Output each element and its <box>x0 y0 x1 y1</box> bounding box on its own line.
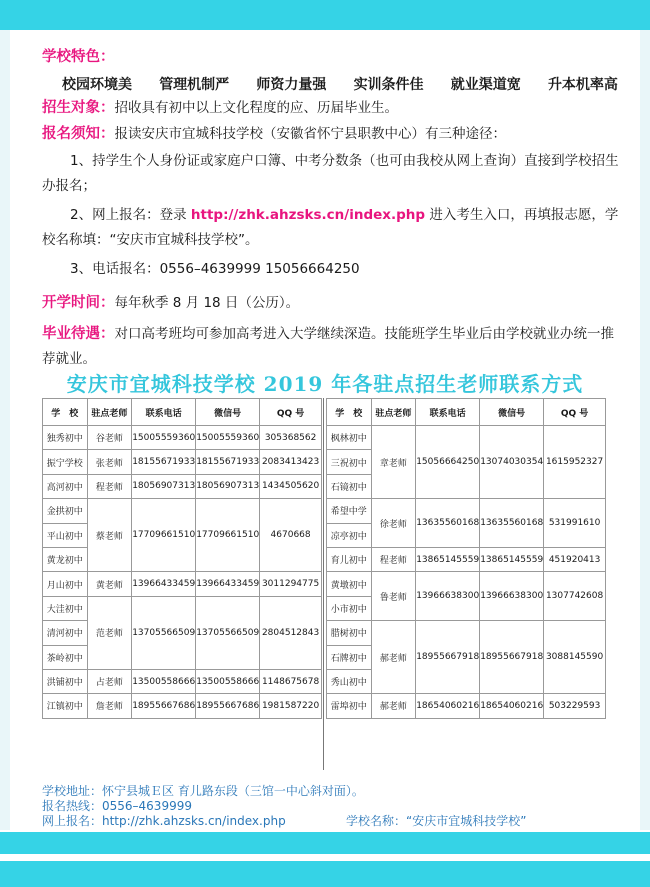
school-cell: 秀山初中 <box>327 669 372 693</box>
qq-cell: 503229593 <box>544 694 606 718</box>
top-band <box>0 0 650 30</box>
info-section <box>42 46 622 372</box>
features-label: 学校特色： <box>42 49 115 65</box>
phone-cell: 13635560168 <box>416 499 480 548</box>
wechat-cell: 13635560168 <box>480 499 544 548</box>
table-row <box>327 621 606 645</box>
table-row <box>327 499 606 523</box>
teacher-cell: 鲁老师 <box>371 572 416 621</box>
school-cell: 枫林初中 <box>327 426 372 450</box>
feature-item: 就业渠道宽 <box>450 77 521 93</box>
qq-cell: 3011294775 <box>260 572 322 596</box>
qq-cell: 2083413423 <box>260 450 322 474</box>
teacher-cell: 郝老师 <box>371 621 416 694</box>
teacher-cell: 蔡老师 <box>87 499 132 572</box>
header-wechat: 微信号 <box>196 399 260 426</box>
footer-address: 学校地址：怀宁县城Ｅ区 育儿路东段（三馆一中心斜对面）。 <box>42 784 364 798</box>
phone-cell: 13500558666 <box>132 669 196 693</box>
table-row <box>327 572 606 596</box>
teacher-cell: 詹老师 <box>87 694 132 718</box>
phone-cell: 15005559360 <box>132 426 196 450</box>
header-phone: 联系电话 <box>132 399 196 426</box>
table-row <box>43 596 322 620</box>
phone-cell: 18955667918 <box>416 621 480 694</box>
features-block <box>42 46 622 68</box>
table-row <box>327 694 606 718</box>
bottom-band <box>0 832 650 854</box>
phone-cell: 18056907313 <box>132 474 196 498</box>
teacher-cell: 范老师 <box>87 596 132 669</box>
feature-item: 升本机率高 <box>547 77 618 93</box>
header-wechat: 微信号 <box>480 399 544 426</box>
phone-cell: 13966433459 <box>132 572 196 596</box>
table-row <box>43 426 322 450</box>
qq-cell: 531991610 <box>544 499 606 548</box>
phone-cell: 18155671933 <box>132 450 196 474</box>
school-cell: 腊树初中 <box>327 621 372 645</box>
target-block <box>42 97 622 119</box>
wechat-cell: 13074030354 <box>480 426 544 499</box>
footer-row <box>42 814 622 829</box>
school-cell: 石牌初中 <box>327 645 372 669</box>
school-cell: 洪铺初中 <box>43 669 88 693</box>
phone-cell: 13865145559 <box>416 547 480 571</box>
feature-item: 实训条件佳 <box>353 77 424 93</box>
school-cell: 高河初中 <box>43 474 88 498</box>
teacher-cell: 占老师 <box>87 669 132 693</box>
features-list <box>42 74 622 94</box>
start-block <box>42 292 622 314</box>
teacher-cell: 郝老师 <box>371 694 416 718</box>
school-cell: 江镇初中 <box>43 694 88 718</box>
graduate-label: 毕业待遇： <box>42 326 115 342</box>
wechat-cell: 13705566509 <box>196 596 260 669</box>
school-cell: 雷埠初中 <box>327 694 372 718</box>
table-row <box>43 499 322 523</box>
apply-way-2 <box>42 203 622 253</box>
apply-way-1: 1、持学生个人身份证或家庭户口簿、中考分数条（也可由我校从网上查询）直接到学校招生办报名； <box>42 153 619 194</box>
school-cell: 黄龙初中 <box>43 547 88 571</box>
school-cell: 清河初中 <box>43 621 88 645</box>
graduate-block <box>42 322 622 372</box>
qq-cell: 2804512843 <box>260 596 322 669</box>
apply-way-2-suffix: 进入考生入口，再填报志愿，学校名称填：“安庆市宜城科技学校”。 <box>42 207 619 248</box>
contact-table-left <box>42 398 322 719</box>
table-header-row <box>327 399 606 426</box>
qq-cell: 1307742608 <box>544 572 606 621</box>
wechat-cell: 18654060216 <box>480 694 544 718</box>
apply-url-link[interactable]: http://zhk.ahzsks.cn/index.php <box>190 207 426 223</box>
contact-table-right <box>326 398 606 719</box>
header-teacher: 驻点老师 <box>371 399 416 426</box>
table-row <box>43 450 322 474</box>
school-cell: 三祝初中 <box>327 450 372 474</box>
header-qq: QQ 号 <box>544 399 606 426</box>
header-school: 学 校 <box>43 399 88 426</box>
table-row <box>327 547 606 571</box>
footer-school-name: 学校名称：“安庆市宜城科技学校” <box>346 814 527 828</box>
qq-cell: 1981587220 <box>260 694 322 718</box>
wechat-cell: 18056907313 <box>196 474 260 498</box>
apply-label: 报名须知： <box>42 126 115 142</box>
wechat-cell: 13966638300 <box>480 572 544 621</box>
start-text: 每年秋季 8 月 18 日（公历）。 <box>114 295 300 311</box>
phone-cell: 13705566509 <box>132 596 196 669</box>
wechat-cell: 15005559360 <box>196 426 260 450</box>
header-school: 学 校 <box>327 399 372 426</box>
school-cell: 石镜初中 <box>327 474 372 498</box>
table-separator <box>323 398 324 770</box>
school-cell: 小市初中 <box>327 596 372 620</box>
teacher-cell: 黄老师 <box>87 572 132 596</box>
qq-cell: 305368562 <box>260 426 322 450</box>
school-cell: 育儿初中 <box>327 547 372 571</box>
wechat-cell: 18955667686 <box>196 694 260 718</box>
table-row <box>43 694 322 718</box>
target-label: 招生对象： <box>42 100 115 116</box>
qq-cell: 1615952327 <box>544 426 606 499</box>
header-teacher: 驻点老师 <box>87 399 132 426</box>
bottom-band-gap <box>0 854 650 861</box>
school-cell: 希望中学 <box>327 499 372 523</box>
wechat-cell: 17709661510 <box>196 499 260 572</box>
graduate-text: 对口高考班均可参加高考进入大学继续深造。技能班学生毕业后由学校就业办统一推荐就业。 <box>42 326 614 367</box>
apply-block <box>42 123 622 145</box>
school-cell: 振宁学校 <box>43 450 88 474</box>
wechat-cell: 18155671933 <box>196 450 260 474</box>
teacher-cell: 谷老师 <box>87 426 132 450</box>
school-cell: 独秀初中 <box>43 426 88 450</box>
phone-cell: 17709661510 <box>132 499 196 572</box>
phone-cell: 15056664250 <box>416 426 480 499</box>
feature-item: 管理机制严 <box>159 77 230 93</box>
qq-cell: 4670668 <box>260 499 322 572</box>
teacher-cell: 徐老师 <box>371 499 416 548</box>
school-cell: 月山初中 <box>43 572 88 596</box>
school-cell: 凉亭初中 <box>327 523 372 547</box>
table-row <box>327 426 606 450</box>
teacher-cell: 程老师 <box>87 474 132 498</box>
teacher-cell: 张老师 <box>87 450 132 474</box>
apply-way-2-prefix: 2、网上报名：登录 <box>70 207 191 223</box>
qq-cell: 1148675678 <box>260 669 322 693</box>
table-row <box>43 474 322 498</box>
qq-cell: 3088145590 <box>544 621 606 694</box>
left-band <box>0 30 10 830</box>
table-header-row <box>43 399 322 426</box>
footer-website-link[interactable]: 网上报名：http://zhk.ahzsks.cn/index.php <box>42 814 286 828</box>
school-cell: 平山初中 <box>43 523 88 547</box>
wechat-cell: 13966433459 <box>196 572 260 596</box>
teacher-cell: 程老师 <box>371 547 416 571</box>
school-cell: 黄墩初中 <box>327 572 372 596</box>
table-row <box>43 669 322 693</box>
teacher-cell: 章老师 <box>371 426 416 499</box>
school-cell: 大洼初中 <box>43 596 88 620</box>
phone-cell: 18654060216 <box>416 694 480 718</box>
qq-cell: 451920413 <box>544 547 606 571</box>
target-text: 招收具有初中以上文化程度的应、历届毕业生。 <box>114 100 398 116</box>
table-row <box>43 572 322 596</box>
footer-hotline: 报名热线：0556–4639999 <box>42 799 192 813</box>
phone-cell: 13966638300 <box>416 572 480 621</box>
header-phone: 联系电话 <box>416 399 480 426</box>
apply-intro: 报读安庆市宜城科技学校（安徽省怀宁县职教中心）有三种途径： <box>114 126 506 142</box>
feature-item: 师资力量强 <box>256 77 327 93</box>
right-band <box>640 30 650 830</box>
wechat-cell: 13500558666 <box>196 669 260 693</box>
apply-way-3: 3、电话报名：0556–4639999 15056664250 <box>70 261 360 277</box>
table-title: 安庆市宜城科技学校 2019 年各驻点招生老师联系方式 <box>66 372 584 396</box>
bottom-band-lower <box>0 861 650 887</box>
qq-cell: 1434505620 <box>260 474 322 498</box>
school-cell: 金拱初中 <box>43 499 88 523</box>
phone-cell: 18955667686 <box>132 694 196 718</box>
footer <box>42 784 622 829</box>
school-cell: 茶岭初中 <box>43 645 88 669</box>
start-label: 开学时间： <box>42 295 115 311</box>
wechat-cell: 18955667918 <box>480 621 544 694</box>
feature-item: 校园环境美 <box>62 77 132 93</box>
header-qq: QQ 号 <box>260 399 322 426</box>
wechat-cell: 13865145559 <box>480 547 544 571</box>
